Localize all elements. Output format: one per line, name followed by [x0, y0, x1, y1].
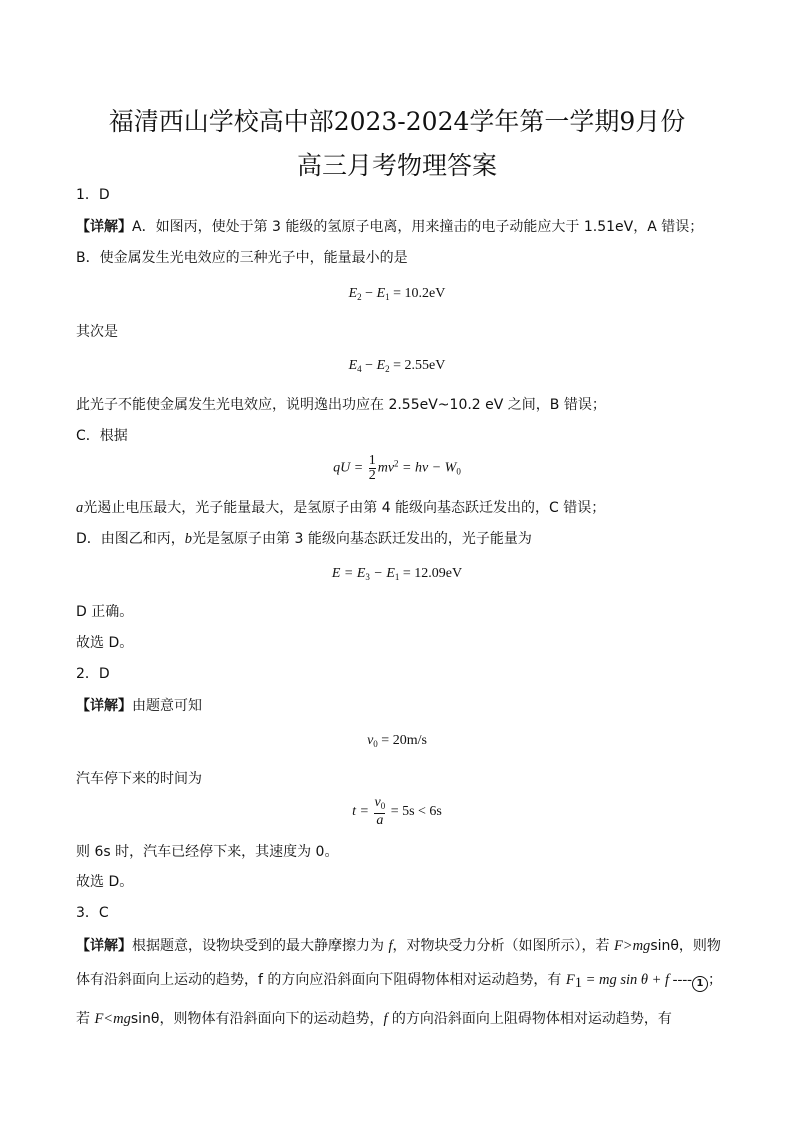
fraction: $\frac{v_0}{a}$ [374, 795, 386, 828]
q1-number: 1．D [76, 187, 110, 203]
q1-text-next: 其次是 [76, 324, 118, 340]
q1-detail-a [76, 218, 703, 236]
q2-text-4: 故选 D。 [76, 874, 134, 890]
q1-equation-1: $E_2 - E_1 = 10.2eV$ [348, 286, 446, 302]
q3-text-1: 【详解】根据题意，设物块受到的最大静摩擦力为 f，对物块受力分析（如图所示），若 F>mgsinθ，则物 [76, 938, 721, 954]
circled-number-icon: 1 [692, 976, 708, 992]
q1-equation-2: $E_4 - E_2 = 2.55eV$ [348, 358, 446, 374]
fraction: $\frac{1}{2}$ [368, 453, 376, 483]
q1-text-a: A．如图丙，使处于第 3 能级的氢原子电离，用来撞击的电子动能应大于 1.51eV，A 错误； [132, 219, 704, 235]
q3-text-3: 若 F<mgsinθ，则物体有沿斜面向下的运动趋势，f 的方向沿斜面向上阻碍物体相对运动趋势，有 [76, 1011, 672, 1027]
q2-text-3: 则 6s 时，汽车已经停下来，其速度为 0。 [76, 844, 339, 860]
doc-title-line1: 福清西山学校高中部2023-2024学年第一学期9月份 [108, 107, 686, 136]
q1-text-d2: D 正确。 [76, 604, 134, 620]
q1-text-c3: a光遏止电压最大，光子能量最大，是氢原子由第 4 能级向基态跃迁发出的，C 错误； [76, 500, 606, 516]
q3-number: 3．C [76, 905, 109, 921]
q2-number: 2．D [76, 666, 110, 682]
q2-text-2: 汽车停下来的时间为 [76, 771, 202, 787]
q1-text-d1: D．由图乙和丙，b光是氢原子由第 3 能级向基态跃迁发出的，光子能量为 [76, 531, 532, 547]
q2-equation-2: t = $\frac{v_0}{a}$ = 5s < 6s [352, 795, 442, 828]
q1-equation-3: qU = $\frac{1}{2}$ $mv^2 = h\nu - W_0$ [333, 453, 461, 483]
doc-title-line2: 高三月考物理答案 [296, 151, 497, 180]
q1-text-d3: 故选 D。 [76, 635, 134, 651]
q3-text-2: 体有沿斜面向上运动的趋势，f 的方向应沿斜面向下阻碍物体相对运动趋势，有 $F_1$ = mg sin θ + f ---- 1 ； [76, 972, 722, 991]
detail-tag: 【详解】 [76, 938, 132, 954]
q1-text-c1: 此光子不能使金属发生光电效应，说明逸出功应在 2.55eV~10.2 eV 之间，B 错误； [76, 397, 606, 413]
q2-equation-1: $v_0 = 20m/s$ [367, 733, 427, 749]
q1-text-b: B．使金属发生光电效应的三种光子中，能量最小的是 [76, 250, 408, 266]
detail-tag: 【详解】 [76, 698, 132, 714]
q1-text-c2: C．根据 [76, 428, 128, 444]
q2-detail: 【详解】由题意可知 [76, 698, 202, 714]
q1-equation-4: $E = E_3 - E_1 = 12.09eV$ [331, 566, 463, 582]
detail-tag: 【详解】 [76, 219, 132, 235]
